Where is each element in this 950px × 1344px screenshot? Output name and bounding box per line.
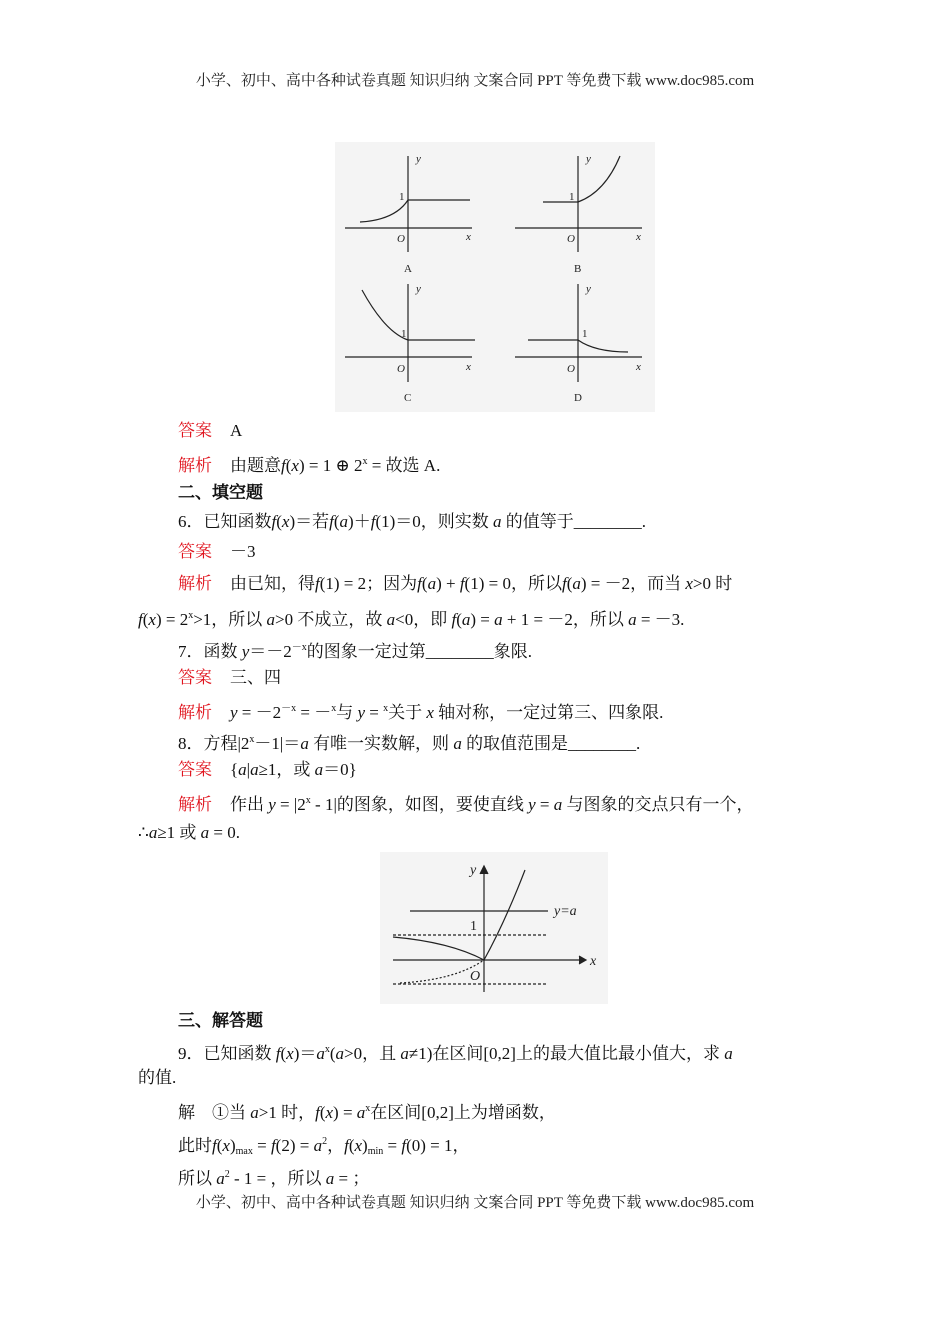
one-label: 1 — [401, 328, 407, 340]
text-line — [138, 605, 684, 631]
text-segment: (1) = 2；因为 — [319, 574, 418, 593]
one-label: 1 — [470, 919, 477, 934]
text-segment: a — [316, 1044, 325, 1063]
text-segment: ( — [216, 1136, 223, 1155]
text-segment: f — [275, 1044, 281, 1063]
text-segment: a — [339, 512, 349, 531]
answer-label: 答案 — [178, 542, 212, 561]
text-segment: 由题意 — [230, 456, 281, 475]
text-segment: = — [252, 1136, 271, 1155]
text-segment: f — [271, 512, 277, 531]
text-segment: (0) = 1， — [406, 1136, 470, 1155]
text-segment: a — [216, 1169, 225, 1188]
text-segment: = — [535, 795, 554, 814]
text-line — [178, 667, 281, 689]
text-segment: x — [325, 1103, 334, 1122]
text-segment: ∴ — [138, 823, 149, 842]
text-segment: －3 — [230, 542, 256, 561]
text-segment: a — [386, 610, 396, 629]
text-segment: >1，所以 — [193, 610, 267, 629]
one-label: 1 — [399, 191, 405, 203]
text-segment: f — [270, 1136, 276, 1155]
text-line — [178, 451, 440, 477]
analysis-label: 解析 — [178, 703, 212, 722]
analysis-label: 解析 — [178, 456, 212, 475]
text-segment: = 0. — [209, 823, 241, 842]
text-segment: a — [313, 1136, 323, 1155]
text-segment: = ； — [334, 1169, 370, 1188]
text-line — [178, 698, 663, 724]
text-segment: ≥1 或 — [157, 823, 201, 842]
text-segment: f — [401, 1136, 407, 1155]
text-segment: { — [230, 760, 239, 779]
text-segment: ( — [333, 512, 340, 531]
page-header: 小学、初中、高中各种试卷真题 知识归纳 文案合同 PPT 等免费下载 www.doc985.com — [195, 73, 755, 89]
text-segment: a — [493, 512, 502, 531]
text-segment: 作出 — [230, 795, 269, 814]
text-line — [178, 729, 640, 755]
text-segment: a — [494, 610, 503, 629]
text-segment: 2 — [322, 1136, 328, 1147]
text-segment: (2) = — [275, 1136, 314, 1155]
text-segment: >0 不成立，故 — [275, 610, 387, 629]
y-axis-label: y — [586, 283, 591, 295]
text-line — [178, 573, 732, 595]
text-segment: - 1 = ，所以 — [229, 1169, 326, 1188]
text-segment: a — [314, 760, 324, 779]
y-axis-label: y — [416, 153, 421, 165]
text-segment: f — [281, 456, 286, 475]
text-segment: | — [246, 760, 251, 779]
text-segment: ( — [285, 456, 292, 475]
text-segment: ) — [362, 1136, 368, 1155]
text-segment: x — [426, 703, 434, 722]
text-segment: 轴对称，一定过第三、四象限. — [433, 703, 664, 722]
answer-label: 答案 — [178, 668, 212, 687]
text-segment: －1|＝ — [254, 734, 301, 753]
text-segment: + 1 = －2，所以 — [502, 610, 629, 629]
text-segment: <0，即 — [395, 610, 452, 629]
text-segment: 与图象的交点只有一个， — [562, 795, 754, 814]
text-segment: ( — [566, 574, 573, 593]
origin-label: O — [397, 363, 405, 375]
text-segment: y — [357, 703, 366, 722]
text-segment: >0 时 — [692, 574, 733, 593]
x-axis-label: x — [590, 954, 597, 969]
text-segment: y — [268, 795, 276, 814]
text-segment: a — [300, 734, 309, 753]
text-segment: = －3. — [636, 610, 685, 629]
text-segment: a — [325, 1169, 335, 1188]
text-segment: －x — [291, 642, 307, 653]
text-line — [178, 637, 532, 663]
text-line — [178, 1010, 263, 1032]
text-segment: (1) = 0，所以 — [464, 574, 562, 593]
text-segment: a — [453, 734, 462, 753]
text-segment: A — [230, 421, 243, 440]
x-axis-label: x — [466, 231, 471, 243]
text-segment: y — [241, 642, 250, 661]
text-segment: 有唯一实数解，则 — [308, 734, 454, 753]
text-segment: 9．已知函数 — [178, 1044, 276, 1063]
text-line — [178, 541, 256, 563]
text-segment: ( — [456, 610, 462, 629]
text-segment: max — [235, 1146, 253, 1157]
text-segment: x — [291, 456, 299, 475]
text-line — [178, 420, 242, 442]
option-label-b: B — [574, 263, 582, 275]
text-segment: ≠1)在区间[0,2]上的最大值比最小值大，求 — [408, 1044, 725, 1063]
option-label-a: A — [404, 263, 412, 275]
text-segment: )＝ — [293, 1044, 317, 1063]
text-segment: ＝0} — [323, 760, 357, 779]
text-segment: 8．方程|2 — [178, 734, 250, 753]
text-segment: 的取值范围是________. — [461, 734, 641, 753]
y-axis-label: y — [586, 153, 591, 165]
text-segment: x — [249, 734, 255, 745]
text-segment: f — [344, 1136, 349, 1155]
text-segment: min — [367, 1146, 384, 1157]
text-segment: (1)＝0，则实数 — [375, 512, 494, 531]
text-segment: ) + — [436, 574, 460, 593]
text-line — [178, 1131, 470, 1163]
analysis-label: 解析 — [178, 795, 212, 814]
option-label-d: D — [574, 392, 582, 404]
text-segment: ) = — [333, 1103, 357, 1122]
text-segment: )＋ — [348, 512, 371, 531]
text-segment: 2 — [224, 1169, 230, 1180]
text-segment: ( — [276, 512, 282, 531]
text-line — [178, 1098, 556, 1124]
text-segment: x — [305, 795, 311, 806]
text-segment: = |2 — [275, 795, 306, 814]
text-segment: ) — [229, 1136, 236, 1155]
text-segment: 所以 — [178, 1169, 217, 1188]
text-segment: x — [324, 1044, 330, 1055]
text-line — [178, 511, 646, 533]
text-line — [178, 759, 357, 781]
text-segment: ( — [280, 1044, 287, 1063]
text-segment: a — [400, 1044, 409, 1063]
text-segment: = －2 — [237, 703, 282, 722]
x-axis-label: x — [636, 231, 641, 243]
x-axis-label: x — [636, 361, 641, 373]
analysis-label: 解析 — [178, 574, 212, 593]
text-segment: 解 ①当 — [178, 1103, 251, 1122]
text-segment: - 1|的图象，如图，要使直线 — [310, 795, 529, 814]
text-segment: a — [572, 574, 581, 593]
answer-label: 答案 — [178, 760, 212, 779]
text-segment: x — [685, 574, 693, 593]
text-segment: ) = 1 ⊕ 2 — [298, 456, 363, 475]
text-segment: 三、四 — [230, 668, 281, 687]
text-segment: 与 — [336, 703, 358, 722]
y-axis-label: y — [470, 863, 477, 878]
text-segment: a — [356, 1103, 366, 1122]
text-segment: ≥1，或 — [258, 760, 315, 779]
figure-graph-options — [335, 142, 655, 412]
text-segment: 在区间[0,2]上为增函数， — [370, 1103, 556, 1122]
text-segment: 三、解答题 — [178, 1011, 263, 1030]
text-segment: y — [230, 703, 238, 722]
one-label: 1 — [582, 328, 588, 340]
text-line — [178, 1039, 733, 1065]
text-segment: x — [222, 1136, 230, 1155]
text-segment: 的值等于________. — [501, 512, 647, 531]
text-segment: f — [315, 574, 320, 593]
y-axis-label: y — [416, 283, 421, 295]
text-segment: f — [370, 512, 376, 531]
text-segment: f — [212, 1136, 217, 1155]
text-segment: a — [250, 760, 259, 779]
text-segment: x — [188, 610, 194, 621]
text-segment: = 故选 A. — [367, 456, 441, 475]
x-axis-label: x — [466, 361, 471, 373]
text-segment: f — [459, 574, 465, 593]
text-segment: x — [148, 610, 156, 629]
text-segment: 的值. — [138, 1068, 177, 1087]
text-segment: a — [628, 610, 637, 629]
text-segment: a — [427, 574, 437, 593]
text-segment: a — [335, 1044, 345, 1063]
text-segment: 由已知，得 — [230, 574, 315, 593]
text-segment: ( — [421, 574, 428, 593]
text-segment: ( — [348, 1136, 355, 1155]
text-segment: = — [383, 1136, 402, 1155]
text-segment: ， — [327, 1136, 345, 1155]
text-segment: ) = 2 — [155, 610, 189, 629]
text-segment: 二、填空题 — [178, 483, 263, 502]
text-line — [138, 1067, 176, 1089]
text-segment: ) = －2，而当 — [580, 574, 686, 593]
origin-label: O — [470, 969, 481, 984]
text-segment: f — [417, 574, 422, 593]
text-segment: a — [461, 610, 471, 629]
text-segment: ( — [142, 610, 149, 629]
text-line — [138, 822, 240, 844]
text-segment: a — [724, 1044, 733, 1063]
text-line — [178, 790, 754, 816]
text-segment: f — [315, 1103, 320, 1122]
text-segment: 的图象一定过第________象限. — [306, 642, 533, 661]
text-line — [178, 1164, 369, 1190]
figure-abs-exponential — [380, 852, 608, 1004]
text-segment: 6．已知函数 — [178, 512, 272, 531]
answer-label: 答案 — [178, 421, 212, 440]
one-label: 1 — [569, 191, 575, 203]
text-segment: x — [354, 1136, 363, 1155]
text-segment: = － — [296, 703, 332, 722]
text-segment: ＝－2 — [249, 642, 292, 661]
line-label: y=a — [554, 904, 577, 919]
text-segment: f — [561, 574, 567, 593]
text-segment: f — [138, 610, 143, 629]
text-segment: x — [362, 456, 368, 467]
text-segment: x — [383, 703, 389, 714]
text-segment: >1 时， — [258, 1103, 316, 1122]
text-segment: y — [528, 795, 536, 814]
origin-label: O — [397, 233, 405, 245]
text-segment: 此时 — [178, 1136, 212, 1155]
text-segment: a — [148, 823, 158, 842]
text-segment: f — [329, 512, 334, 531]
text-segment: x — [281, 512, 290, 531]
text-segment: ( — [329, 1044, 336, 1063]
option-label-c: C — [404, 392, 412, 404]
origin-label: O — [567, 363, 575, 375]
text-segment: a — [553, 795, 563, 814]
text-segment: 7．函数 — [178, 642, 242, 661]
text-segment: >0，且 — [344, 1044, 401, 1063]
text-segment: ) = — [470, 610, 495, 629]
text-segment: )＝若 — [289, 512, 330, 531]
page-footer: 小学、初中、高中各种试卷真题 知识归纳 文案合同 PPT 等免费下载 www.doc985.com — [195, 1195, 755, 1211]
text-segment: a — [200, 823, 210, 842]
text-line — [178, 482, 263, 504]
text-segment: = — [365, 703, 384, 722]
text-segment: f — [451, 610, 457, 629]
text-segment: －x — [281, 703, 297, 714]
text-segment: x — [286, 1044, 294, 1063]
text-segment: a — [266, 610, 276, 629]
text-segment: x — [331, 703, 337, 714]
text-segment: a — [250, 1103, 259, 1122]
text-segment: 关于 — [388, 703, 427, 722]
text-segment: a — [238, 760, 247, 779]
text-segment: ( — [319, 1103, 326, 1122]
text-segment: x — [365, 1103, 371, 1114]
origin-label: O — [567, 233, 575, 245]
